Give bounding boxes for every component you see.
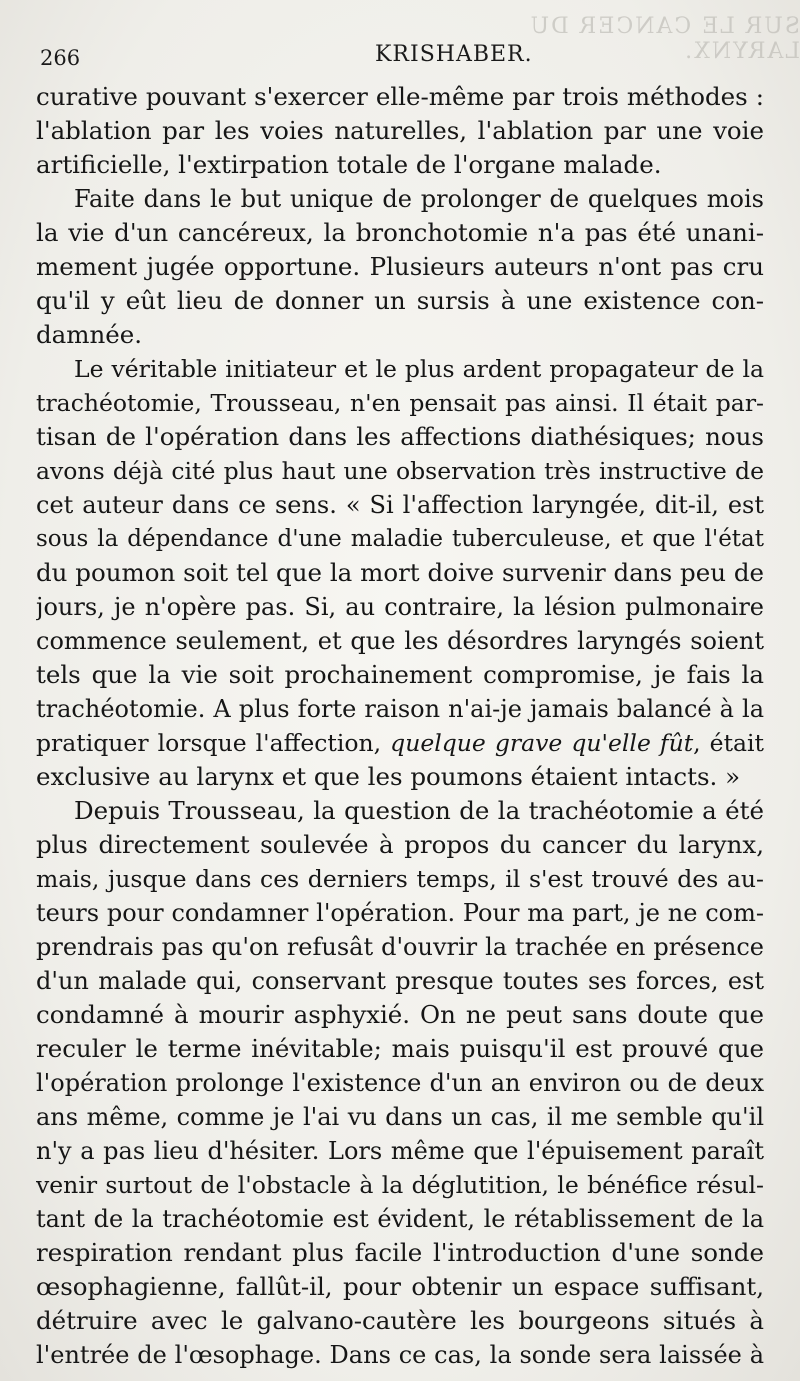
bleed-through-text: SUR LE CANCER DU LARYNX. (528, 14, 800, 64)
text-line: artificielle, l'extirpation totale de l'organe malade. (36, 150, 662, 179)
text-line: du poumon soit tel que la mort doive survenir dans peu de (36, 558, 764, 587)
text-line: mais, jusque dans ces derniers temps, il s'est trouvé des au- (36, 865, 764, 893)
text-line: Le véritable initiateur et le plus ardent propagateur de la (74, 355, 764, 383)
text-line: plus directement soulevée à propos du cancer du larynx, (36, 830, 764, 859)
text-line: respiration rendant plus facile l'introduction d'une sonde (36, 1238, 764, 1267)
text-line (36, 726, 764, 760)
text-line: détruire avec le galvano-cautère les bourgeons situés à (36, 1306, 764, 1335)
text-line: jours, je n'opère pas. Si, au contraire, la lésion pulmonaire (36, 593, 764, 621)
text-line: œsophagienne, fallût-il, pour obtenir un espace suffisant, (36, 1272, 764, 1301)
text-line: ans même, comme je l'ai vu dans un cas, il me semble qu'il (36, 1103, 764, 1131)
text-line: curative pouvant s'exercer elle-même par trois méthodes : (36, 82, 764, 111)
text-line: commence seulement, et que les désordres laryngés soient (36, 627, 764, 655)
body-text (36, 80, 764, 1372)
text-line: teurs pour condamner l'opération. Pour ma part, je ne com- (36, 899, 764, 927)
text-line: condamné à mourir asphyxié. On ne peut sans doute que (36, 1000, 764, 1029)
text-line: prendrais pas qu'on refusât d'ouvrir la trachée en présence (36, 933, 764, 961)
text-segment: pratiquer lorsque l'affection, (36, 729, 391, 757)
text-line: n'y a pas lieu d'hésiter. Lors même que l'épuisement paraît (36, 1137, 764, 1165)
text-line: tisan de l'opération dans les affections diathésiques; nous (36, 422, 764, 451)
text-line: Faite dans le but unique de prolonger de quelques mois (74, 185, 764, 213)
text-line: trachéotomie, Trousseau, n'en pensait pas ainsi. Il était par- (36, 389, 764, 417)
text-segment: , était (693, 729, 764, 757)
text-line: reculer le terme inévitable; mais puisqu'il est prouvé que (36, 1034, 764, 1063)
text-line: cet auteur dans ce sens. « Si l'affection laryngée, dit-il, est (36, 491, 764, 519)
text-line: l'ablation par les voies naturelles, l'ablation par une voie (36, 116, 764, 145)
text-line: trachéotomie. A plus forte raison n'ai-je jamais balancé à la (36, 695, 764, 723)
text-line: la vie d'un cancéreux, la bronchotomie n'a pas été unani- (36, 218, 764, 247)
running-title: KRISHABER. (375, 42, 533, 67)
page-header (40, 40, 760, 72)
text-line: mement jugée opportune. Plusieurs auteurs n'ont pas cru (36, 252, 764, 281)
text-line: d'un malade qui, conservant presque toutes ses forces, est (36, 967, 764, 995)
page-number: 266 (40, 46, 81, 70)
text-line: tant de la trachéotomie est évident, le rétablissement de la (36, 1205, 764, 1233)
text-line: avons déjà cité plus haut une observation très instructive de (36, 457, 764, 485)
text-line: l'opération prolonge l'existence d'un an environ ou de deux (36, 1069, 764, 1097)
italic-segment: quelque grave qu'elle fût (390, 729, 694, 757)
text-line: sous la dépendance d'une maladie tuberculeuse, et que l'état (36, 526, 764, 552)
text-line: tels que la vie soit prochainement compromise, je fais la (36, 660, 764, 689)
text-line: damnée. (36, 320, 143, 349)
text-line: exclusive au larynx et que les poumons étaient intacts. » (36, 762, 741, 791)
text-line: Depuis Trousseau, la question de la trachéotomie a été (74, 796, 764, 825)
text-line: venir surtout de l'obstacle à la déglutition, le bénéfice résul- (36, 1171, 764, 1199)
text-line: l'entrée de l'œsophage. Dans ce cas, la sonde sera laissée à (36, 1341, 764, 1369)
text-line: qu'il y eût lieu de donner un sursis à une existence con- (36, 286, 764, 315)
